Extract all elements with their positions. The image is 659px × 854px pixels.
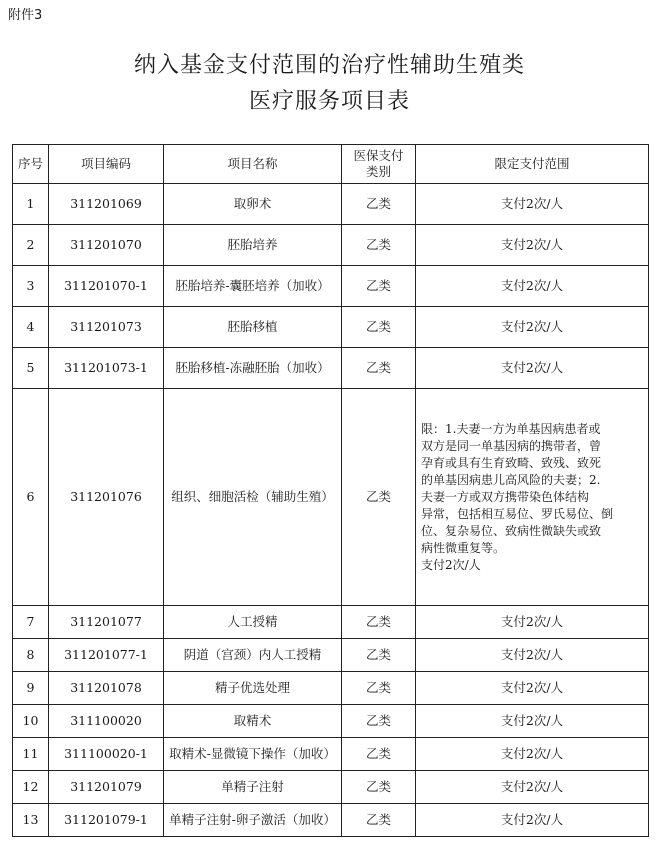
cell-category: 乙类 bbox=[342, 225, 416, 266]
cell-name: 胚胎移植-冻融胚胎（加收） bbox=[164, 348, 342, 389]
table-row bbox=[13, 672, 649, 705]
cell-limit: 支付2次/人 bbox=[416, 348, 649, 389]
header-category bbox=[342, 145, 416, 184]
cell-code: 311201070 bbox=[49, 225, 164, 266]
document-title-line-1: 纳入基金支付范围的治疗性辅助生殖类 bbox=[133, 53, 525, 78]
cell-name: 精子优选处理 bbox=[164, 672, 342, 705]
cell-limit: 支付2次/人 bbox=[416, 738, 649, 771]
cell-name: 人工授精 bbox=[164, 606, 342, 639]
cell-category: 乙类 bbox=[342, 348, 416, 389]
table-header-row bbox=[13, 145, 649, 184]
cell-code: 311201079-1 bbox=[49, 804, 164, 837]
cell-limit: 支付2次/人 bbox=[416, 771, 649, 804]
table-row bbox=[13, 639, 649, 672]
cell-code: 311201078 bbox=[49, 672, 164, 705]
table-row bbox=[13, 389, 649, 606]
cell-limit: 支付2次/人 bbox=[416, 184, 649, 225]
table-row bbox=[13, 225, 649, 266]
cell-category: 乙类 bbox=[342, 307, 416, 348]
cell-name: 阴道（宫颈）内人工授精 bbox=[164, 639, 342, 672]
table-row bbox=[13, 266, 649, 307]
cell-no: 11 bbox=[13, 738, 49, 771]
cell-no: 5 bbox=[13, 348, 49, 389]
cell-code: 311201073-1 bbox=[49, 348, 164, 389]
cell-code: 311201076 bbox=[49, 389, 164, 606]
table-row bbox=[13, 804, 649, 837]
cell-code: 311201077 bbox=[49, 606, 164, 639]
cell-limit: 支付2次/人 bbox=[416, 672, 649, 705]
limit-line: 支付2次/人 bbox=[421, 557, 481, 572]
cell-code: 311201073 bbox=[49, 307, 164, 348]
document-title-line-2: 医疗服务项目表 bbox=[248, 89, 410, 114]
cell-no: 9 bbox=[13, 672, 49, 705]
table-row bbox=[13, 705, 649, 738]
cell-name: 胚胎培养-囊胚培养（加收） bbox=[164, 266, 342, 307]
header-no: 序号 bbox=[13, 145, 49, 184]
cell-limit: 支付2次/人 bbox=[416, 266, 649, 307]
service-items-table bbox=[12, 144, 649, 837]
cell-no: 10 bbox=[13, 705, 49, 738]
cell-limit bbox=[416, 389, 649, 606]
cell-code: 311100020 bbox=[49, 705, 164, 738]
cell-limit: 支付2次/人 bbox=[416, 606, 649, 639]
cell-no: 12 bbox=[13, 771, 49, 804]
cell-category: 乙类 bbox=[342, 639, 416, 672]
cell-code: 311201070-1 bbox=[49, 266, 164, 307]
cell-name: 单精子注射 bbox=[164, 771, 342, 804]
cell-code: 311201069 bbox=[49, 184, 164, 225]
limit-line: 双方是同一单基因病的携带者，曾 bbox=[421, 438, 602, 453]
header-name: 项目名称 bbox=[164, 145, 342, 184]
header-category-line-1: 医保支付 bbox=[353, 148, 404, 163]
limit-line: 孕育或具有生育致畸、致残、致死 bbox=[421, 455, 602, 470]
cell-category: 乙类 bbox=[342, 705, 416, 738]
cell-category: 乙类 bbox=[342, 389, 416, 606]
limit-line: 位、复杂易位、致病性微缺失或致 bbox=[421, 523, 602, 538]
header-limit: 限定支付范围 bbox=[416, 145, 649, 184]
cell-category: 乙类 bbox=[342, 266, 416, 307]
table-row bbox=[13, 606, 649, 639]
cell-no: 7 bbox=[13, 606, 49, 639]
table-row bbox=[13, 184, 649, 225]
cell-name: 单精子注射-卵子激活（加收） bbox=[164, 804, 342, 837]
limit-line: 病性微重复等。 bbox=[421, 540, 506, 555]
cell-category: 乙类 bbox=[342, 804, 416, 837]
cell-no: 1 bbox=[13, 184, 49, 225]
cell-category: 乙类 bbox=[342, 606, 416, 639]
cell-name: 取精术-显微镜下操作（加收） bbox=[164, 738, 342, 771]
cell-no: 8 bbox=[13, 639, 49, 672]
cell-limit: 支付2次/人 bbox=[416, 307, 649, 348]
limit-line: 的单基因病患儿高风险的夫妻；2. bbox=[421, 472, 601, 487]
cell-no: 6 bbox=[13, 389, 49, 606]
table-row bbox=[13, 307, 649, 348]
cell-category: 乙类 bbox=[342, 738, 416, 771]
cell-limit: 支付2次/人 bbox=[416, 705, 649, 738]
cell-name: 取精术 bbox=[164, 705, 342, 738]
cell-no: 4 bbox=[13, 307, 49, 348]
header-code: 项目编码 bbox=[49, 145, 164, 184]
cell-category: 乙类 bbox=[342, 672, 416, 705]
cell-no: 13 bbox=[13, 804, 49, 837]
cell-limit: 支付2次/人 bbox=[416, 225, 649, 266]
cell-name: 胚胎培养 bbox=[164, 225, 342, 266]
cell-category: 乙类 bbox=[342, 771, 416, 804]
limit-line: 夫妻一方或双方携带染色体结构 bbox=[421, 489, 590, 504]
header-category-line-2: 类别 bbox=[365, 164, 391, 179]
cell-limit: 支付2次/人 bbox=[416, 639, 649, 672]
cell-name: 胚胎移植 bbox=[164, 307, 342, 348]
annex-label: 附件3 bbox=[8, 8, 43, 23]
cell-name: 组织、细胞活检（辅助生殖） bbox=[164, 389, 342, 606]
cell-category: 乙类 bbox=[342, 184, 416, 225]
cell-limit: 支付2次/人 bbox=[416, 804, 649, 837]
table-row bbox=[13, 348, 649, 389]
limit-line: 异常，包括相互易位、罗氏易位、倒 bbox=[421, 506, 614, 521]
limit-line: 限：1.夫妻一方为单基因病患者或 bbox=[421, 421, 601, 436]
cell-no: 3 bbox=[13, 266, 49, 307]
cell-no: 2 bbox=[13, 225, 49, 266]
table-row bbox=[13, 738, 649, 771]
cell-code: 311201077-1 bbox=[49, 639, 164, 672]
cell-name: 取卵术 bbox=[164, 184, 342, 225]
cell-code: 311100020-1 bbox=[49, 738, 164, 771]
table-row bbox=[13, 771, 649, 804]
cell-code: 311201079 bbox=[49, 771, 164, 804]
